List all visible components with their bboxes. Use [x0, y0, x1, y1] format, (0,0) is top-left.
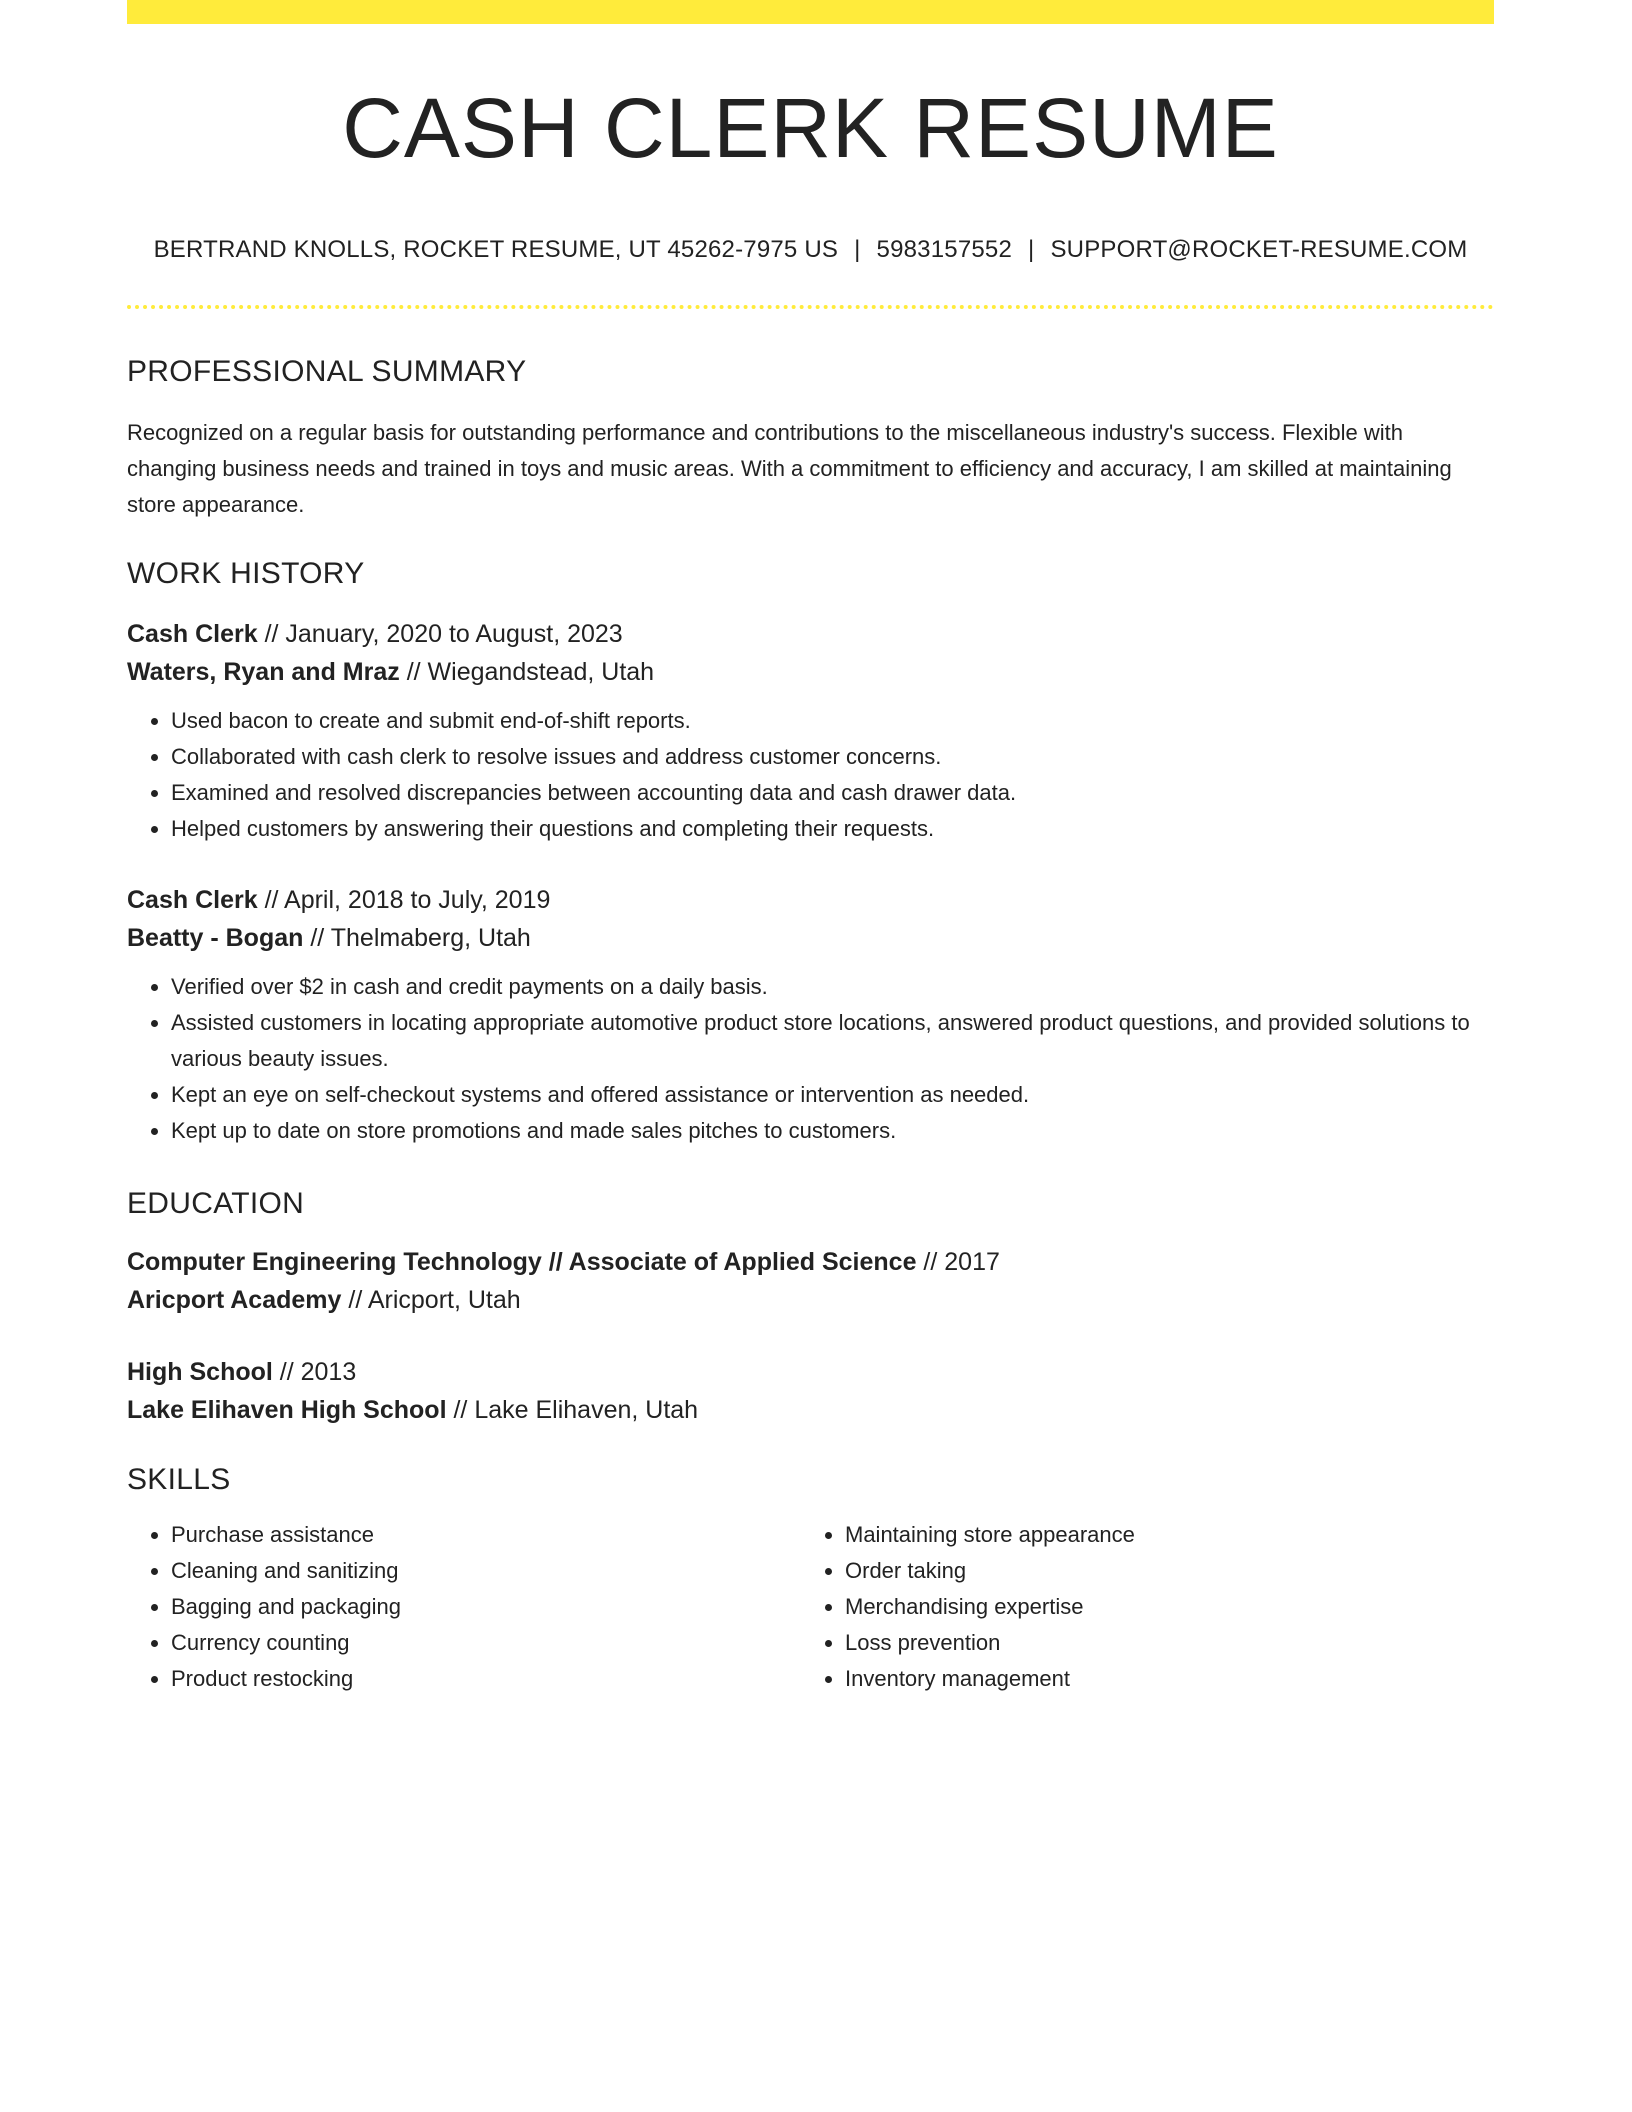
list-item: • Verified over $2 in cash and credit payments on a daily basis. [171, 969, 1494, 1005]
education-degree-line [127, 1243, 1494, 1281]
job-dates: // April, 2018 to July, 2019 [257, 886, 551, 915]
list-item: • Bagging and packaging [171, 1589, 801, 1625]
resume-title: CASH CLERK RESUME [342, 81, 1279, 175]
job-title-line [127, 881, 1494, 919]
summary-heading: PROFESSIONAL SUMMARY [127, 355, 527, 389]
job-entry [127, 881, 1494, 1149]
job-bullets [127, 703, 1494, 847]
summary-text: Recognized on a regular basis for outstanding performance and contributions to the miscellaneous industry's success. Flexible with changing business needs and trained in toys and music areas. With a commitment to efficiency and accuracy, I am skilled at maintaining store appearance. [127, 420, 1452, 518]
job-company: Beatty - Bogan [127, 924, 304, 953]
list-item: • Currency counting [171, 1625, 801, 1661]
education-degree-line [127, 1353, 1494, 1391]
list-item: • Helped customers by answering their questions and completing their requests. [171, 811, 1494, 847]
resume-page [127, 0, 1494, 1697]
education-degree: Computer Engineering Technology // Associate of Applied Science [127, 1248, 917, 1277]
job-location: // Wiegandstead, Utah [399, 658, 655, 687]
education-location: // Lake Elihaven, Utah [446, 1396, 699, 1425]
list-item: • Kept up to date on store promotions and made sales pitches to customers. [171, 1113, 1494, 1149]
contact-separator: | [1028, 236, 1035, 264]
list-item: • Examined and resolved discrepancies between accounting data and cash drawer data. [171, 775, 1494, 811]
job-company-line [127, 653, 1494, 691]
education-entry [127, 1353, 1494, 1429]
contact-separator: | [854, 236, 861, 264]
job-bullets [127, 969, 1494, 1149]
job-company-line [127, 919, 1494, 957]
dotted-divider [127, 305, 1494, 309]
list-item: • Order taking [845, 1553, 1475, 1589]
list-item: • Used bacon to create and submit end-of-shift reports. [171, 703, 1494, 739]
contact-line [127, 236, 1494, 265]
education-entry [127, 1243, 1494, 1319]
job-location: // Thelmaberg, Utah [303, 924, 531, 953]
job-company: Waters, Ryan and Mraz [127, 658, 400, 687]
education-heading: EDUCATION [127, 1187, 305, 1221]
list-item: • Product restocking [171, 1661, 801, 1697]
contact-phone: 5983157552 [876, 236, 1013, 264]
education-school-line [127, 1281, 1494, 1319]
contact-address: BERTRAND KNOLLS, ROCKET RESUME, UT 45262-7975 US [153, 236, 839, 264]
education-school: Lake Elihaven High School [127, 1396, 447, 1425]
education-degree: High School [127, 1358, 273, 1387]
skills-list-right [801, 1517, 1475, 1697]
job-title: Cash Clerk [127, 886, 258, 915]
list-item: • Maintaining store appearance [845, 1517, 1475, 1553]
job-entry [127, 615, 1494, 847]
list-item: • Merchandising expertise [845, 1589, 1475, 1625]
education-location: // Aricport, Utah [341, 1286, 521, 1315]
job-title-line [127, 615, 1494, 653]
skills-heading: SKILLS [127, 1463, 231, 1497]
work-history-heading: WORK HISTORY [127, 557, 365, 591]
list-item: • Assisted customers in locating appropriate automotive product store locations, answered product questions, and provided solutions to various beauty issues. [171, 1005, 1494, 1077]
list-item: • Loss prevention [845, 1625, 1475, 1661]
list-item: • Collaborated with cash clerk to resolve issues and address customer concerns. [171, 739, 1494, 775]
skills-list-left [127, 1517, 801, 1697]
education-school-line [127, 1391, 1494, 1429]
skills-columns [127, 1517, 1494, 1697]
education-year: // 2013 [272, 1358, 357, 1387]
job-dates: // January, 2020 to August, 2023 [257, 620, 623, 649]
list-item: • Cleaning and sanitizing [171, 1553, 801, 1589]
job-title: Cash Clerk [127, 620, 258, 649]
top-accent-bar [127, 0, 1494, 24]
education-school: Aricport Academy [127, 1286, 342, 1315]
contact-email: SUPPORT@ROCKET-RESUME.COM [1050, 236, 1468, 264]
list-item: • Inventory management [845, 1661, 1475, 1697]
list-item: • Purchase assistance [171, 1517, 801, 1553]
list-item: • Kept an eye on self-checkout systems and offered assistance or intervention as needed. [171, 1077, 1494, 1113]
education-year: // 2017 [916, 1248, 1000, 1277]
